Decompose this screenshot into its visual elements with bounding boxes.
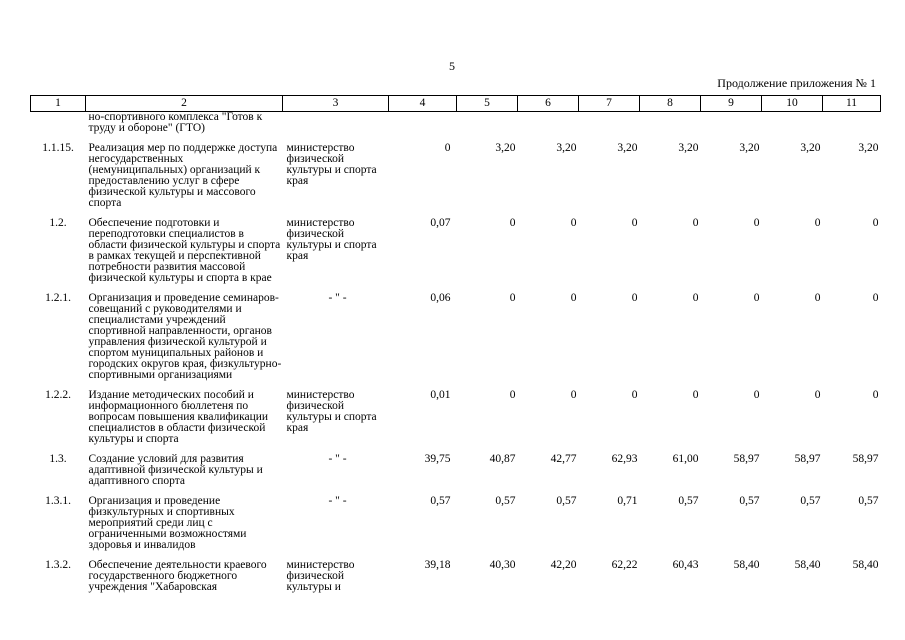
row-value: 0,57 (678, 495, 699, 507)
header-cell: 8 (640, 96, 701, 112)
row-value (457, 112, 518, 135)
row-value: 0 (570, 389, 577, 401)
row-value (762, 112, 823, 135)
row-code (31, 112, 86, 135)
row-value: 0 (570, 292, 577, 304)
row-executor: - " - (328, 495, 347, 507)
row-value: 3,20 (739, 142, 760, 154)
row-value: 0 (444, 142, 451, 154)
row-value: 58,40 (852, 559, 879, 571)
table-row (31, 143, 881, 209)
row-value: 0 (631, 292, 638, 304)
row-value: 61,00 (672, 453, 699, 465)
row-value: 0 (692, 389, 699, 401)
row-value: 58,97 (733, 453, 760, 465)
row-value (389, 112, 457, 135)
row-value: 0 (692, 292, 699, 304)
row-value: 0 (814, 292, 821, 304)
row-code: 1.1.15. (42, 142, 74, 154)
row-value: 58,40 (733, 559, 760, 571)
row-value: 60,43 (672, 559, 699, 571)
row-value: 0 (872, 389, 879, 401)
row-value (823, 112, 881, 135)
row-value: 40,30 (489, 559, 516, 571)
row-value: 0 (509, 217, 516, 229)
row-name: Обеспечение деятельности краевого государственного бюджетного учреждения "Хабаровская (88, 559, 267, 593)
continuation-note: Продолжение приложения № 1 (717, 76, 876, 90)
row-name: Реализация мер по поддержке доступа негосударственных (немуниципальных) организаций к предоставлению услуг в сфере физической культуры и массового спорта (88, 142, 278, 209)
row-value: 58,97 (794, 453, 821, 465)
row-name: но-спортивного комплекса "Готов к труду и обороне" (ГТО) (88, 111, 263, 134)
row-value: 42,77 (550, 453, 577, 465)
row-executor: министерство физической культуры и спорта края (286, 217, 377, 262)
row-value: 0,57 (495, 495, 516, 507)
row-value: 0,71 (617, 495, 638, 507)
row-value: 0,57 (556, 495, 577, 507)
row-name: Организация и проведение семинаров-совещаний с руководителями и специалистами учреждений спортивной направленности, органов управления физической культурой и спортом муниципальных районов и городских округов края, физкультурно-спортивными организациями (88, 292, 282, 381)
row-value: 0 (753, 389, 760, 401)
row-code: 1.3.1. (45, 495, 71, 507)
header-cell: 10 (762, 96, 823, 112)
header-cell: 2 (86, 96, 283, 112)
table-row (31, 218, 881, 284)
row-value: 0 (509, 292, 516, 304)
row-executor: - " - (328, 292, 347, 304)
row-name: Обеспечение подготовки и переподготовки специалистов в области физической культуры и спорта в рамках текущей и перспективной потребности развития массовой физической культуры и спорта в крае (88, 217, 281, 284)
header-cell: 5 (457, 96, 518, 112)
row-value: 0 (814, 217, 821, 229)
row-executor: министерство физической культуры и спорта края (286, 389, 377, 434)
row-executor (283, 112, 389, 135)
table-row (31, 560, 881, 593)
header-cell: 11 (823, 96, 881, 112)
row-value: 42,20 (550, 559, 577, 571)
row-value: 0,57 (430, 495, 451, 507)
row-value: 0,57 (800, 495, 821, 507)
row-value: 40,87 (489, 453, 516, 465)
row-value: 3,20 (678, 142, 699, 154)
header-cell: 3 (283, 96, 389, 112)
row-value: 0,01 (430, 389, 451, 401)
row-value: 0 (872, 217, 879, 229)
row-value: 0,57 (739, 495, 760, 507)
row-executor: министерство физической культуры и (286, 559, 355, 593)
header-cell: 1 (31, 96, 86, 112)
row-value: 0 (814, 389, 821, 401)
row-code: 1.2.2. (45, 389, 71, 401)
row-value: 0 (872, 292, 879, 304)
row-value: 3,20 (617, 142, 638, 154)
header-cell: 6 (518, 96, 579, 112)
row-code: 1.2.1. (45, 292, 71, 304)
header-cell: 7 (579, 96, 640, 112)
row-executor: министерство физической культуры и спорта края (286, 142, 377, 187)
row-value: 0,06 (430, 292, 451, 304)
row-code: 1.3. (49, 453, 67, 465)
row-code: 1.2. (49, 217, 67, 229)
row-value: 0 (753, 217, 760, 229)
row-code: 1.3.2. (45, 559, 71, 571)
row-value: 58,97 (852, 453, 879, 465)
row-value: 0 (692, 217, 699, 229)
row-value: 39,75 (424, 453, 451, 465)
row-value: 0,07 (430, 217, 451, 229)
row-value: 0 (509, 389, 516, 401)
table-row (31, 454, 881, 487)
row-value: 3,20 (556, 142, 577, 154)
row-name: Создание условий для развития адаптивной физической культуры и адаптивного спорта (88, 453, 263, 487)
row-value (518, 112, 579, 135)
header-row (31, 96, 881, 112)
page-number: 5 (449, 59, 455, 73)
row-name: Организация и проведение физкультурных и спортивных мероприятий среди лиц с ограниченными возможностями здоровья и инвалидов (88, 495, 247, 551)
appendix-table (30, 95, 881, 593)
row-value: 0 (570, 217, 577, 229)
row-executor: - " - (328, 453, 347, 465)
row-value: 3,20 (495, 142, 516, 154)
header-cell: 9 (701, 96, 762, 112)
row-value (579, 112, 640, 135)
row-value (701, 112, 762, 135)
header-cell: 4 (389, 96, 457, 112)
row-value: 62,93 (611, 453, 638, 465)
row-value: 58,40 (794, 559, 821, 571)
row-value: 0,57 (858, 495, 879, 507)
row-value: 0 (631, 389, 638, 401)
row-value: 3,20 (800, 142, 821, 154)
table-row (31, 390, 881, 445)
row-value (640, 112, 701, 135)
row-value: 62,22 (611, 559, 638, 571)
table-row (31, 112, 881, 135)
row-value: 39,18 (424, 559, 451, 571)
row-value: 3,20 (858, 142, 879, 154)
row-value: 0 (631, 217, 638, 229)
table-row (31, 293, 881, 381)
row-value: 0 (753, 292, 760, 304)
table-row (31, 496, 881, 551)
row-name: Издание методических пособий и информационного бюллетеня по вопросам повышения квалификации специалистов в области физической культуры и спорта (88, 389, 269, 445)
